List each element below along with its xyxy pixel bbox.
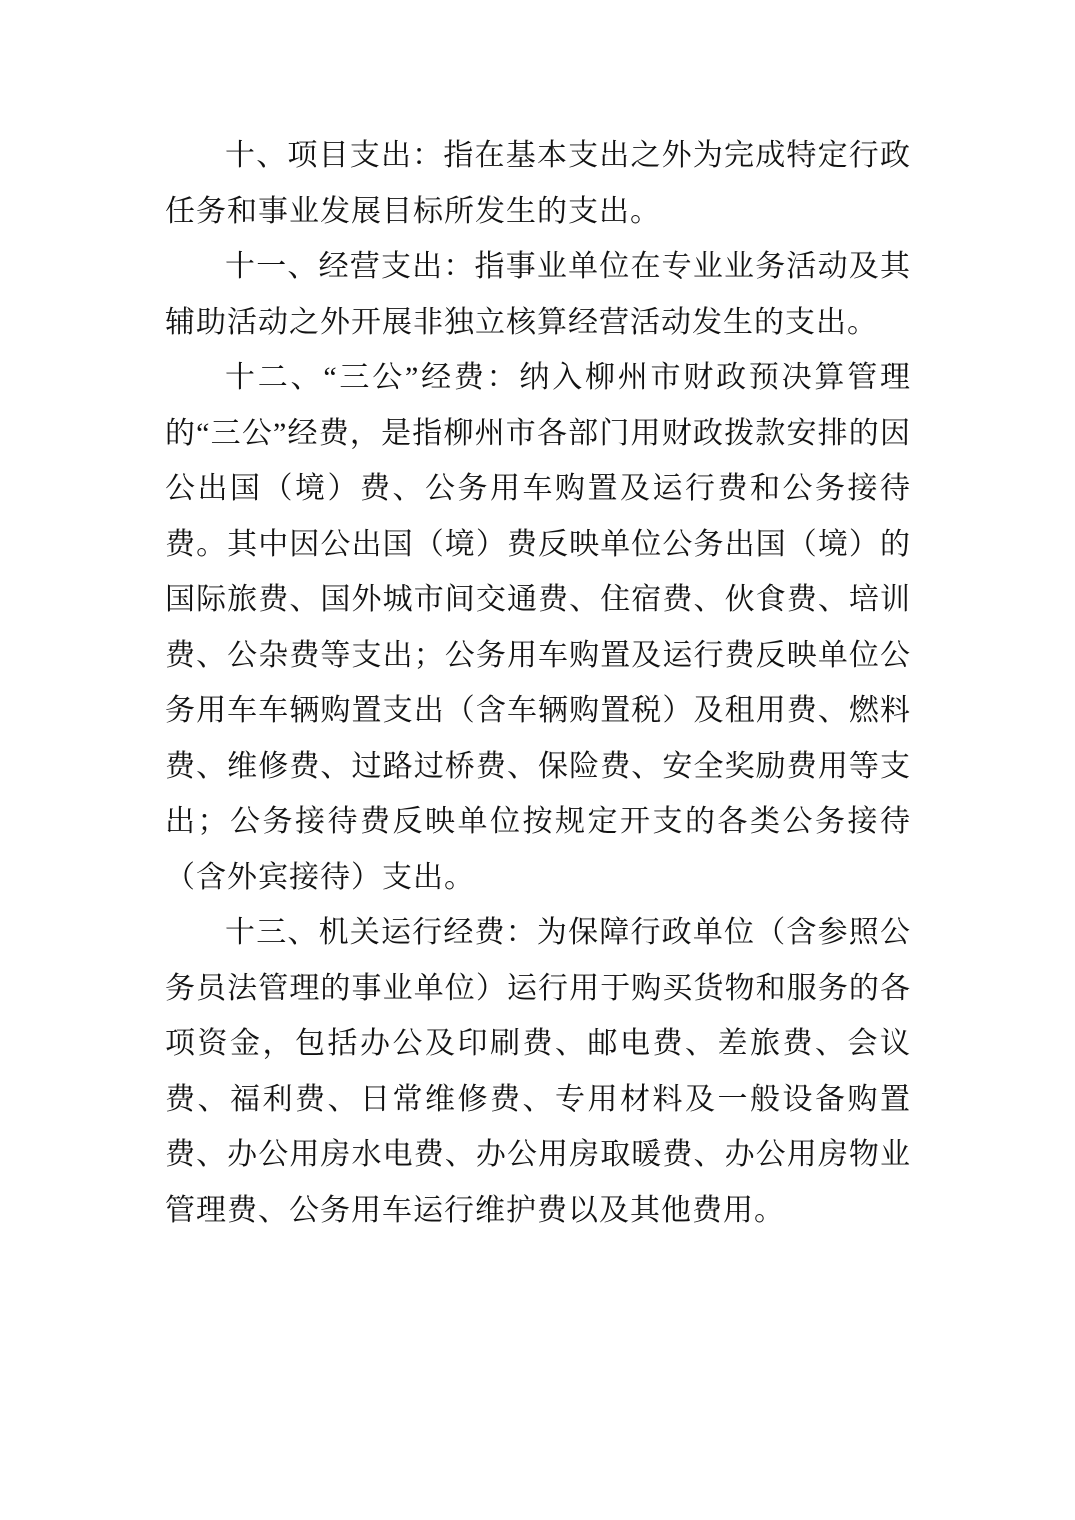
paragraph-item-11-operating-expenditure: 十一、经营支出：指事业单位在专业业务活动及其辅助活动之外开展非独立核算经营活动发生的支出。	[165, 250, 911, 339]
paragraph-item-12-three-public-funds: 十二、“三公”经费：纳入柳州市财政预决算管理的“三公”经费，是指柳州市各部门用财政拨款安排的因公出国（境）费、公务用车购置及运行费和公务接待费。其中因公出国（境）费反映单位公务出国（境）的国际旅费、国外城市间交通费、住宿费、伙食费、培训费、公杂费等支出；公务用车购置及运行费反映单位公务用车车辆购置支出（含车辆购置税）及租用费、燃料费、维修费、过路过桥费、保险费、安全奖励费用等支出；公务接待费反映单位按规定开支的各类公务接待（含外宾接待）支出。	[165, 361, 911, 894]
document-body	[165, 128, 911, 1238]
paragraph-item-10-project-expenditure: 十、项目支出：指在基本支出之外为完成特定行政任务和事业发展目标所发生的支出。	[165, 139, 911, 228]
paragraph-item-13-agency-operating-funds: 十三、机关运行经费：为保障行政单位（含参照公务员法管理的事业单位）运行用于购买货物和服务的各项资金，包括办公及印刷费、邮电费、差旅费、会议费、福利费、日常维修费、专用材料及一般设备购置费、办公用房水电费、办公用房取暖费、办公用房物业管理费、公务用车运行维护费以及其他费用。	[165, 916, 911, 1227]
